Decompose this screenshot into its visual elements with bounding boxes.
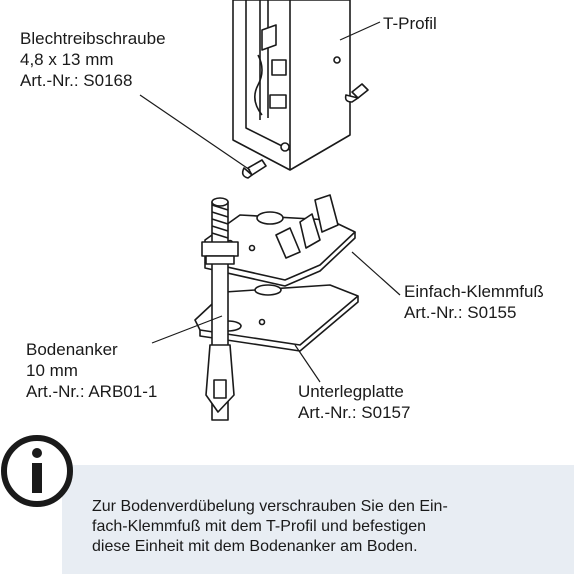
ground-anchor-label-size: 10 mm	[26, 361, 78, 380]
clamp-foot-label-art: Art.-Nr.: S0155	[404, 303, 517, 322]
clamp-foot-label-name: Einfach-Klemmfuß	[404, 282, 544, 301]
t-profile-label	[383, 13, 437, 34]
t-profile-label-name: T-Profil	[383, 14, 437, 33]
info-line: Zur Bodenverdübelung verschrauben Sie den Ein-	[92, 498, 448, 515]
screw-label-art: Art.-Nr.: S0168	[20, 71, 133, 90]
info-text	[92, 497, 532, 557]
base-plate-label-art: Art.-Nr.: S0157	[298, 403, 411, 422]
clamp-foot-label	[404, 281, 544, 323]
screw-label-name: Blechtreibschraube	[20, 29, 166, 48]
info-icon	[0, 434, 74, 508]
screw-label-size: 4,8 x 13 mm	[20, 50, 114, 69]
base-plate-label	[298, 381, 410, 423]
ground-anchor-label-name: Bodenanker	[26, 340, 118, 359]
base-plate-label-name: Unterlegplatte	[298, 382, 404, 401]
ground-anchor-label-art: Art.-Nr.: ARB01-1	[26, 382, 158, 401]
info-line: fach-Klemmfuß mit dem T-Profil und befestigen	[92, 518, 427, 535]
t-profile-post	[233, 0, 350, 170]
ground-anchor-label	[26, 339, 157, 402]
screw-left	[243, 160, 266, 178]
info-line: diese Einheit mit dem Bodenanker am Boden.	[92, 538, 418, 555]
screw-label	[20, 28, 166, 91]
